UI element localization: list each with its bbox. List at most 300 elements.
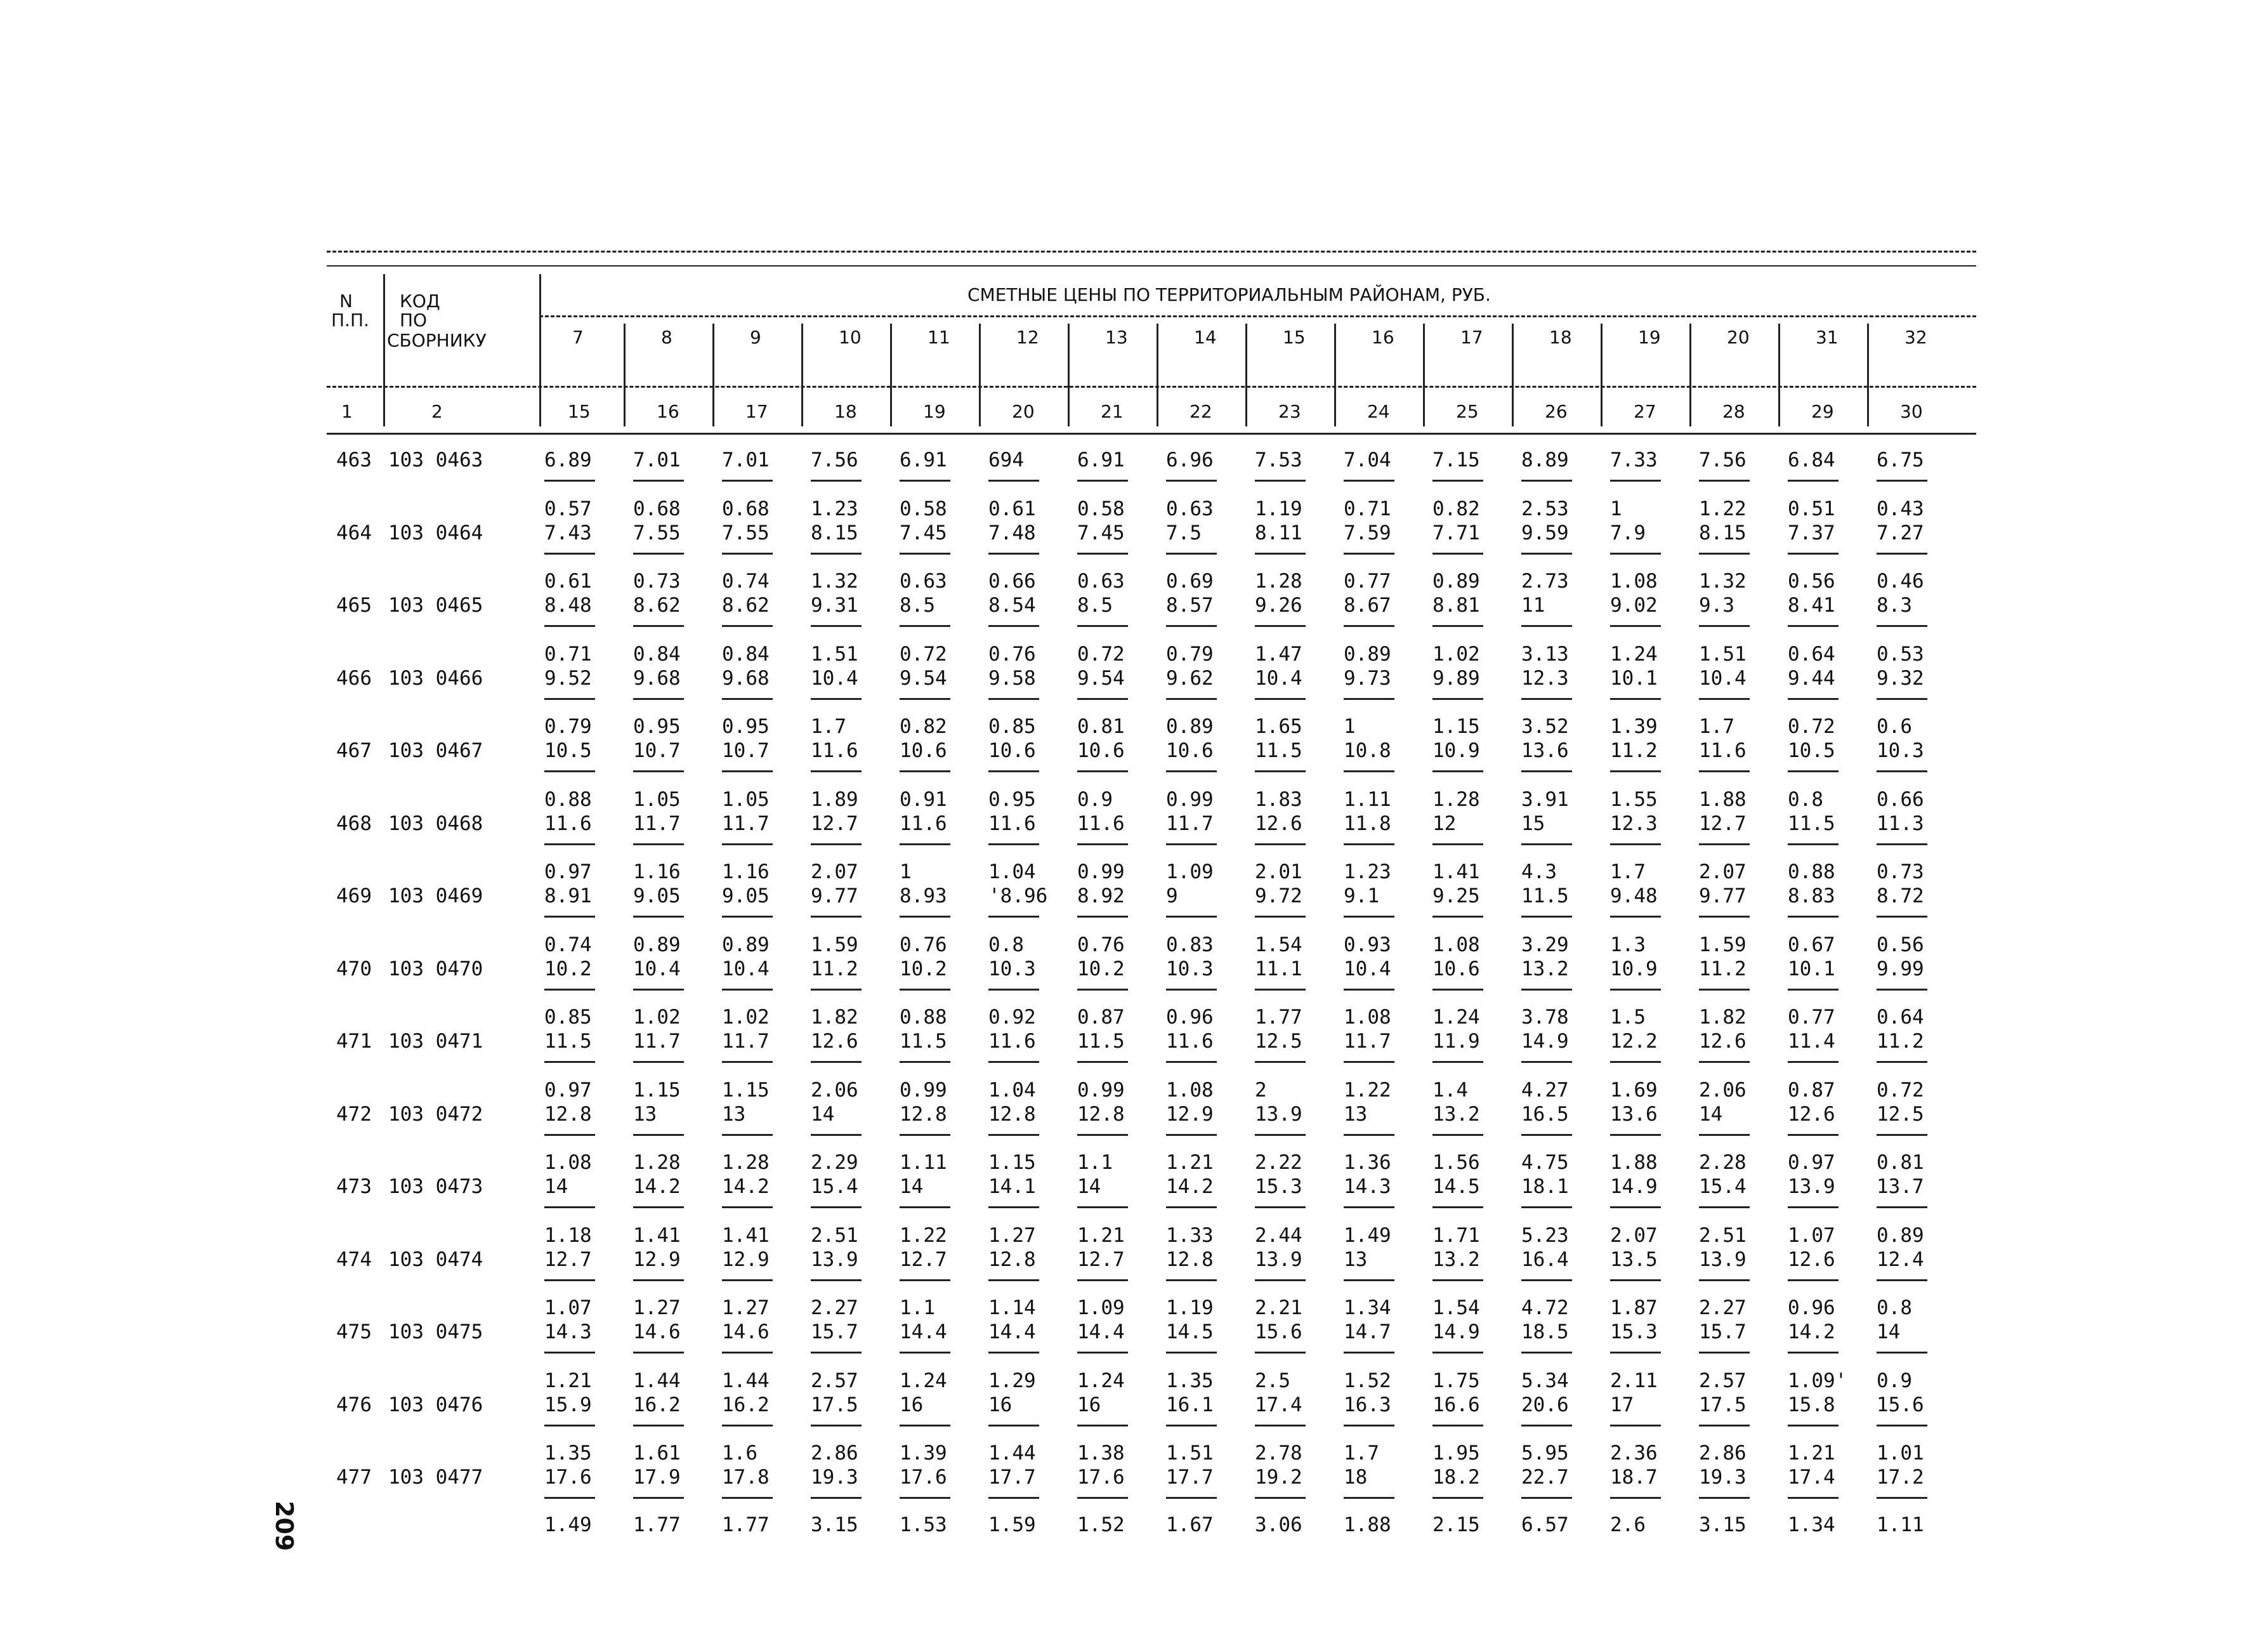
price-separator [1521,698,1572,700]
price-separator [988,1279,1039,1281]
price-cell: 12.7 [1077,1248,1125,1271]
price-cell-top: 1.34 [1344,1296,1391,1319]
price-cell: 10.4 [1344,957,1391,980]
district-number: 16 [1372,327,1394,348]
price-cell-top: 1.07 [1788,1223,1835,1247]
price-cell-top: 1.59 [1699,933,1747,956]
price-cell-top: 0.96 [1788,1296,1835,1319]
price-cell: 6.96 [1166,449,1214,471]
price-cell-top: 1.44 [633,1369,681,1392]
price-cell-top: 3.13 [1521,642,1569,666]
row-code: 103 0472 [388,1102,483,1126]
price-cell: 16.6 [1432,1393,1480,1416]
price-cell-top: 1.21 [1788,1442,1835,1465]
price-cell-top: 1.41 [722,1223,770,1247]
price-cell-trailing: 2.15 [1432,1513,1480,1536]
price-cell: 11.7 [1344,1030,1391,1053]
price-cell: 7.55 [633,521,681,544]
price-cell-top: 2.57 [1699,1369,1747,1392]
price-separator [1166,770,1217,772]
price-cell-top: 1.08 [1344,1006,1391,1029]
price-cell: 12.8 [544,1102,592,1126]
price-cell-top: 1.27 [988,1223,1036,1247]
price-separator [1166,1206,1217,1208]
price-cell-top: 0.8 [988,933,1024,956]
price-cell: 9.05 [633,885,681,907]
price-separator [1255,1425,1306,1426]
price-separator [722,1497,773,1499]
price-separator [900,1352,950,1354]
header-rule-mid [327,386,1976,388]
district-number: 13 [1105,327,1128,348]
price-separator [811,770,862,772]
price-separator [1166,1352,1217,1354]
price-cell: 10.6 [900,739,947,762]
table-top-rule [327,251,1976,253]
price-cell-top: 2.07 [1699,860,1747,883]
price-cell-trailing: 3.06 [1255,1513,1302,1536]
price-separator [1699,1061,1750,1063]
price-cell: 11.5 [1521,885,1569,907]
price-separator [1788,916,1839,918]
price-separator [1877,480,1927,482]
price-separator [900,625,950,627]
price-cell: 12.9 [1166,1102,1214,1126]
price-cell: 10.4 [1255,666,1302,690]
price-cell: 9.68 [633,666,681,690]
price-cell-top: 0.46 [1877,570,1924,593]
header-vrule-district [890,324,892,426]
price-separator [900,1279,950,1281]
price-cell: 19.2 [1255,1466,1302,1489]
price-cell: 7.5 [1166,521,1202,544]
price-cell: 12.7 [811,812,858,835]
price-cell: 12.7 [900,1248,947,1271]
price-separator [1610,1279,1661,1281]
price-separator [811,698,862,700]
price-cell: 11.9 [1432,1030,1480,1053]
price-cell-top: 1.39 [1610,715,1658,738]
price-separator [1344,770,1394,772]
price-separator [1610,843,1661,845]
price-separator [1699,480,1750,482]
price-cell: 10.4 [811,666,858,690]
price-separator [1344,1206,1394,1208]
price-separator [633,1134,684,1136]
header-vrule-district [1601,324,1603,426]
price-separator [722,1061,773,1063]
price-separator [811,1206,862,1208]
price-cell: 8.83 [1788,885,1835,907]
price-cell-top: 1.18 [544,1223,592,1247]
price-separator [1610,770,1661,772]
price-separator [1344,1279,1394,1281]
price-cell: 10.2 [1077,957,1125,980]
table-top-rule-2 [327,265,1976,267]
price-cell-top: 1.15 [633,1078,681,1102]
price-cell: 8.91 [544,885,592,907]
price-cell-top: 0.68 [633,497,681,520]
price-cell-top: 2.51 [811,1223,858,1247]
price-cell: 10.6 [1166,739,1214,762]
price-separator [900,1497,950,1499]
price-separator [1432,698,1483,700]
district-number: 15 [1283,327,1306,348]
price-separator [1077,1206,1128,1208]
price-separator [1699,1425,1750,1426]
price-cell-top: 1.51 [1699,642,1747,666]
price-separator [633,843,684,845]
price-cell-top: 2.01 [1255,860,1302,883]
price-cell-top: 0.58 [900,497,947,520]
district-number: 19 [1638,327,1661,348]
district-number: 17 [1460,327,1483,348]
row-code: 103 0476 [388,1393,483,1416]
district-number: 7 [572,327,584,348]
price-separator [1255,1352,1306,1354]
price-separator [988,770,1039,772]
price-cell-top: 0.56 [1788,570,1835,593]
price-cell: 19.3 [811,1466,858,1489]
price-separator [811,989,862,991]
price-cell-trailing: 1.11 [1877,1513,1924,1536]
price-separator [1877,553,1927,555]
price-cell-top: 0.72 [1788,715,1835,738]
price-cell: 9.99 [1877,957,1924,980]
column-index-number: 25 [1456,401,1479,422]
price-cell-top: 0.85 [988,715,1036,738]
price-cell-top: 1.02 [722,1006,770,1029]
price-cell: 10.9 [1432,739,1480,762]
price-cell: 15.4 [1699,1175,1747,1198]
price-separator [1166,553,1217,555]
price-cell-top: 1.08 [544,1151,592,1174]
price-separator [1610,989,1661,991]
price-cell: 14.1 [988,1175,1036,1198]
price-cell: 6.89 [544,449,592,471]
price-separator [1077,1061,1128,1063]
price-separator [1521,770,1572,772]
price-separator [1166,625,1217,627]
district-number: 32 [1904,327,1927,348]
price-separator [988,1352,1039,1354]
index-left-1: 1 [341,401,353,422]
price-cell-top: 1.15 [1432,715,1480,738]
column-index-number: 28 [1722,401,1745,422]
header-vrule-district [712,324,714,426]
price-cell: 11.1 [1255,957,1302,980]
column-index-number: 23 [1278,401,1301,422]
price-cell: 12.2 [1610,1030,1658,1053]
price-separator [722,553,773,555]
price-cell-top: 1 [1610,497,1622,520]
price-cell: 17.7 [1166,1466,1214,1489]
row-number: 467 [336,739,372,762]
price-separator [1699,989,1750,991]
price-cell: 8.48 [544,594,592,617]
price-cell-top: 1.88 [1610,1151,1658,1174]
price-cell: 12.6 [1699,1030,1747,1053]
price-cell-top: 2.27 [811,1296,858,1319]
price-cell-top: 1.22 [1699,497,1747,520]
price-cell-top: 0.89 [1432,570,1480,593]
price-cell-top: 1.05 [633,787,681,811]
column-index-number: 18 [834,401,857,422]
price-separator [1077,1134,1128,1136]
price-separator [1166,1134,1217,1136]
price-separator [1610,1134,1661,1136]
price-cell: 12.5 [1255,1030,1302,1053]
header-vrule-district [1157,324,1158,426]
price-cell-top: 1 [900,860,912,883]
price-cell-top: 0.8 [1788,787,1823,811]
price-separator [722,770,773,772]
price-cell: 12.6 [1788,1102,1835,1126]
price-separator [1788,843,1839,845]
price-separator [988,1061,1039,1063]
column-index-number: 20 [1012,401,1035,422]
price-cell-top: 2.86 [811,1442,858,1465]
row-code: 103 0469 [388,885,483,907]
price-cell-top: 1.54 [1255,933,1302,956]
price-cell-top: 1.56 [1432,1151,1480,1174]
price-cell-top: 4.72 [1521,1296,1569,1319]
price-separator [1699,698,1750,700]
price-separator [722,843,773,845]
price-separator [811,916,862,918]
price-separator [811,480,862,482]
price-cell-top: 2.78 [1255,1442,1302,1465]
price-separator [544,698,595,700]
price-cell: 7.04 [1344,449,1391,471]
price-cell-top: 1.41 [1432,860,1480,883]
price-cell: 11.5 [1077,1030,1125,1053]
price-cell: 7.48 [988,521,1036,544]
header-vrule-district [1068,324,1070,426]
row-number: 477 [336,1466,372,1489]
price-cell-top: 1.82 [1699,1006,1747,1029]
price-cell: 16.4 [1521,1248,1569,1271]
price-cell-top: 2.36 [1610,1442,1658,1465]
price-cell: 15 [1521,812,1545,835]
price-cell: 14.2 [1166,1175,1214,1198]
price-separator [900,698,950,700]
price-cell: 12.9 [633,1248,681,1271]
price-cell: 9.72 [1255,885,1302,907]
price-cell: 10.6 [1077,739,1125,762]
price-cell: 9.44 [1788,666,1835,690]
price-cell-top: 1.09 [1166,860,1214,883]
price-cell: 10.7 [633,739,681,762]
price-separator [1877,1352,1927,1354]
price-cell-top: 1.27 [633,1296,681,1319]
price-cell-top: 1.6 [722,1442,757,1465]
price-cell-top: 1.59 [811,933,858,956]
price-cell: 14 [1877,1321,1901,1343]
price-cell: 14.9 [1521,1030,1569,1053]
price-cell: 7.55 [722,521,770,544]
price-cell-top: 0.81 [1077,715,1125,738]
price-cell: 14 [544,1175,568,1198]
price-cell: 16.5 [1521,1102,1569,1126]
price-cell: 8.15 [1699,521,1747,544]
price-cell-top: 5.34 [1521,1369,1569,1392]
price-cell-top: 1.39 [900,1442,947,1465]
price-cell-top: 0.43 [1877,497,1924,520]
price-cell: 11.8 [1344,812,1391,835]
price-cell-top: 0.99 [1077,1078,1125,1102]
price-cell-top: 2.06 [1699,1078,1747,1102]
header-code-label: КОД [400,291,440,312]
price-cell: 17.4 [1255,1393,1302,1416]
price-cell: 14 [1077,1175,1101,1198]
price-cell: 9.59 [1521,521,1569,544]
price-cell: 7.56 [1699,449,1747,471]
price-cell-top: 1.69 [1610,1078,1658,1102]
price-cell-top: 1.1 [900,1296,935,1319]
price-separator [1877,1061,1927,1063]
price-cell-top: 0.9 [1077,787,1113,811]
price-cell: 6.75 [1877,449,1924,471]
price-cell: 15.6 [1877,1393,1924,1416]
price-separator [633,1206,684,1208]
row-code: 103 0474 [388,1248,483,1271]
price-separator [1166,989,1217,991]
price-cell-top: 1.61 [633,1442,681,1465]
price-cell-top: 0.73 [633,570,681,593]
price-separator [1699,770,1750,772]
price-cell: 7.37 [1788,521,1835,544]
price-cell-top: 2.51 [1699,1223,1747,1247]
price-cell-top: 1.28 [722,1151,770,1174]
price-separator [722,916,773,918]
price-cell-top: 0.76 [1077,933,1125,956]
price-cell: 9.05 [722,885,770,907]
price-cell: 14.4 [900,1321,947,1343]
price-cell: 14 [1699,1102,1723,1126]
header-vrule-district [801,324,803,426]
price-cell: 8.67 [1344,594,1391,617]
price-cell-top: 0.68 [722,497,770,520]
price-separator [1788,1206,1839,1208]
price-cell-top: 0.82 [900,715,947,738]
price-separator [1521,625,1572,627]
price-separator [1077,916,1128,918]
price-cell-top: 1.55 [1610,787,1658,811]
price-separator [544,625,595,627]
price-cell-top: 0.91 [900,787,947,811]
price-cell: 8.41 [1788,594,1835,617]
price-cell: 17.9 [633,1466,681,1489]
price-cell-top: 1.19 [1166,1296,1214,1319]
price-cell-top: 3.91 [1521,787,1569,811]
price-cell-top: 2.07 [811,860,858,883]
price-cell-top: 1.38 [1077,1442,1125,1465]
price-cell: 12.8 [1166,1248,1214,1271]
header-vrule-district [624,324,626,426]
header-vrule-district [1334,324,1336,426]
price-separator [988,698,1039,700]
price-separator [544,770,595,772]
price-cell-top: 0.99 [1166,787,1214,811]
price-cell: 12 [1432,812,1457,835]
price-separator [1877,1497,1927,1499]
price-separator [1344,480,1394,482]
price-cell-top: 0.71 [1344,497,1391,520]
price-cell: 18 [1344,1466,1368,1489]
price-separator [1788,1352,1839,1354]
price-separator [1255,1061,1306,1063]
district-number: 31 [1816,327,1839,348]
header-vrule-district [1689,324,1691,426]
price-cell: 14.9 [1432,1321,1480,1343]
price-separator [1166,843,1217,845]
price-cell-top: 1.87 [1610,1296,1658,1319]
price-separator [633,625,684,627]
price-cell-top: 1.35 [1166,1369,1214,1392]
header-vrule-district [979,324,981,426]
price-cell: 9.73 [1344,666,1391,690]
price-separator [1166,698,1217,700]
row-code: 103 0473 [388,1175,483,1198]
price-cell: 11.2 [1610,739,1658,762]
price-cell: 11.3 [1877,812,1924,835]
row-code: 103 0467 [388,739,483,762]
price-cell: 14.5 [1166,1321,1214,1343]
price-separator [722,698,773,700]
price-cell-top: 2.27 [1699,1296,1747,1319]
price-cell: 15.7 [1699,1321,1747,1343]
price-cell: 13 [722,1102,746,1126]
price-separator [544,553,595,555]
price-cell: 7.45 [900,521,947,544]
price-cell-top: 0.61 [988,497,1036,520]
price-cell-top: 0.85 [544,1006,592,1029]
price-cell: 11.2 [1699,957,1747,980]
price-cell: 14.6 [722,1321,770,1343]
price-cell: 9.25 [1432,885,1480,907]
price-cell: 11.6 [811,739,858,762]
price-cell: 8.72 [1877,885,1924,907]
district-number: 10 [839,327,862,348]
price-cell-top: 1.7 [1699,715,1734,738]
price-cell-top: 0.83 [1166,933,1214,956]
price-separator [1521,1134,1572,1136]
price-separator [1521,480,1572,482]
column-index-number: 27 [1634,401,1656,422]
price-cell: 17.6 [900,1466,947,1489]
price-cell-top: 1.11 [1344,787,1391,811]
price-cell-top: 0.67 [1788,933,1835,956]
price-cell: 17.7 [988,1466,1036,1489]
price-cell-top: 0.99 [900,1078,947,1102]
price-cell-top: 1.01 [1877,1442,1924,1465]
price-separator [1255,625,1306,627]
row-number: 463 [336,449,372,471]
price-cell-top: 0.79 [1166,642,1214,666]
price-cell-top: 0.63 [1166,497,1214,520]
price-separator [1610,480,1661,482]
price-cell: 16.1 [1166,1393,1214,1416]
price-cell-top: 0.66 [988,570,1036,593]
price-cell: 16 [900,1393,924,1416]
row-code: 103 0463 [388,449,483,471]
price-cell: 15.3 [1255,1175,1302,1198]
price-separator [1877,1425,1927,1426]
price-cell-top: 0.72 [1077,642,1125,666]
price-cell-top: 2.5 [1255,1369,1290,1392]
header-vrule-code [539,274,541,426]
